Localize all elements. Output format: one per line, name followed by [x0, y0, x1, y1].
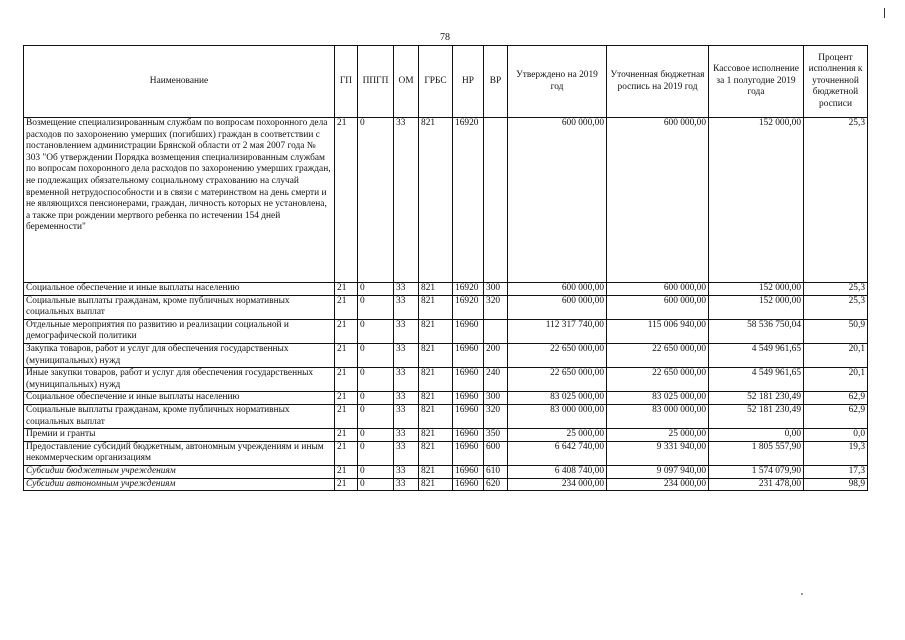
cell-np: 16960: [453, 441, 484, 465]
cell-grbs: 821: [419, 404, 453, 428]
cell-name: Премии и гранты: [24, 429, 335, 442]
cell-vr: 350: [484, 429, 508, 442]
scan-edge-mark: [884, 8, 885, 18]
cell-approved: 83 025 000,00: [508, 392, 607, 405]
cell-name: Субсидии бюджетным учреждениям: [24, 465, 335, 478]
cell-vr: 610: [484, 465, 508, 478]
cell-grbs: 821: [419, 392, 453, 405]
header-percent: Процент исполнения к уточненной бюджетной росписи: [804, 46, 868, 118]
table-row: [24, 319, 868, 343]
cell-percent: 20,1: [804, 368, 868, 392]
cell-cash: 52 181 230,49: [709, 392, 804, 405]
cell-vr: 300: [484, 392, 508, 405]
cell-gp: 21: [335, 343, 358, 367]
cell-cash: 1 805 557,90: [709, 441, 804, 465]
cell-percent: 25,3: [804, 295, 868, 319]
table-row: [24, 441, 868, 465]
table-row: [24, 283, 868, 296]
cell-ppgp: 0: [358, 404, 394, 428]
table-row: [24, 295, 868, 319]
header-ppgp: ППГП: [358, 46, 394, 118]
cell-np: 16920: [453, 118, 484, 283]
cell-gp: 21: [335, 368, 358, 392]
cell-gp: 21: [335, 319, 358, 343]
cell-approved: 25 000,00: [508, 429, 607, 442]
cell-om: 33: [394, 368, 419, 392]
cell-grbs: 821: [419, 429, 453, 442]
cell-np: 16920: [453, 283, 484, 296]
cell-np: 16960: [453, 465, 484, 478]
cell-cash: 4 549 961,65: [709, 368, 804, 392]
cell-grbs: 821: [419, 465, 453, 478]
cell-np: 16960: [453, 478, 484, 491]
header-refined: Уточненная бюджетная роспись на 2019 год: [607, 46, 709, 118]
cell-approved: 22 650 000,00: [508, 368, 607, 392]
cell-om: 33: [394, 343, 419, 367]
table-row: [24, 118, 868, 283]
cell-approved: 234 000,00: [508, 478, 607, 491]
cell-cash: 4 549 961,65: [709, 343, 804, 367]
cell-refined: 600 000,00: [607, 283, 709, 296]
cell-approved: 6 408 740,00: [508, 465, 607, 478]
header-vr: ВР: [484, 46, 508, 118]
cell-om: 33: [394, 118, 419, 283]
cell-grbs: 821: [419, 295, 453, 319]
cell-cash: 231 478,00: [709, 478, 804, 491]
cell-name: Отдельные мероприятия по развитию и реализации социальной и демографической политики: [24, 319, 335, 343]
table-row: [24, 368, 868, 392]
cell-percent: 62,9: [804, 392, 868, 405]
cell-cash: 58 536 750,04: [709, 319, 804, 343]
cell-ppgp: 0: [358, 118, 394, 283]
cell-ppgp: 0: [358, 319, 394, 343]
cell-vr: [484, 118, 508, 283]
cell-percent: 19,3: [804, 441, 868, 465]
cell-approved: 112 317 740,00: [508, 319, 607, 343]
cell-cash: 152 000,00: [709, 295, 804, 319]
cell-name: Возмещение специализированным службам по вопросам похоронного дела расходов по захоронению умерших (погибших) граждан в соответствии с постановлением администрации Брянской области от 2 мая 2007 года № 303 "Об утверждении Порядка возмещения специализированным службам по вопросам похоронного дела расходов по захоронению умерших граждан, не подлежащих обязательному социальному страхованию на случай временной нетрудоспособности и в связи с материнством на день смерти и не являющихся пенсионерами, граждан, личность которых не установлена, а также при рождении мертвого ребенка по истечении 154 дней беременности": [24, 118, 335, 283]
cell-name: Социальные выплаты гражданам, кроме публичных нормативных социальных выплат: [24, 295, 335, 319]
cell-name: Предоставление субсидий бюджетным, автономным учреждениям и иным некоммерческим организациям: [24, 441, 335, 465]
cell-ppgp: 0: [358, 441, 394, 465]
table-row: [24, 392, 868, 405]
page-number: 78: [440, 32, 450, 43]
cell-approved: 600 000,00: [508, 118, 607, 283]
cell-np: 16960: [453, 392, 484, 405]
cell-refined: 600 000,00: [607, 118, 709, 283]
cell-gp: 21: [335, 283, 358, 296]
table-row: [24, 478, 868, 491]
cell-om: 33: [394, 478, 419, 491]
cell-np: 16960: [453, 404, 484, 428]
cell-refined: 22 650 000,00: [607, 368, 709, 392]
cell-grbs: 821: [419, 319, 453, 343]
cell-om: 33: [394, 441, 419, 465]
budget-table: [23, 45, 868, 491]
scan-dot: [801, 593, 803, 595]
cell-gp: 21: [335, 392, 358, 405]
cell-gp: 21: [335, 404, 358, 428]
cell-ppgp: 0: [358, 429, 394, 442]
cell-vr: 620: [484, 478, 508, 491]
cell-vr: 300: [484, 283, 508, 296]
cell-gp: 21: [335, 118, 358, 283]
cell-grbs: 821: [419, 441, 453, 465]
cell-percent: 25,3: [804, 118, 868, 283]
cell-grbs: 821: [419, 343, 453, 367]
header-approved: Утверждено на 2019 год: [508, 46, 607, 118]
cell-percent: 17,3: [804, 465, 868, 478]
cell-gp: 21: [335, 465, 358, 478]
cell-vr: 320: [484, 404, 508, 428]
cell-om: 33: [394, 465, 419, 478]
cell-grbs: 821: [419, 478, 453, 491]
header-cash: Кассовое исполнение за 1 полугодие 2019 года: [709, 46, 804, 118]
cell-vr: 200: [484, 343, 508, 367]
cell-approved: 6 642 740,00: [508, 441, 607, 465]
header-gp: ГП: [335, 46, 358, 118]
cell-refined: 9 331 940,00: [607, 441, 709, 465]
cell-gp: 21: [335, 429, 358, 442]
cell-percent: 20,1: [804, 343, 868, 367]
cell-approved: 83 000 000,00: [508, 404, 607, 428]
cell-refined: 83 025 000,00: [607, 392, 709, 405]
cell-om: 33: [394, 429, 419, 442]
cell-refined: 9 097 940,00: [607, 465, 709, 478]
cell-name: Субсидии автономным учреждениям: [24, 478, 335, 491]
cell-gp: 21: [335, 441, 358, 465]
cell-cash: 152 000,00: [709, 283, 804, 296]
table-row: [24, 343, 868, 367]
cell-cash: 1 574 079,90: [709, 465, 804, 478]
cell-om: 33: [394, 392, 419, 405]
cell-refined: 115 006 940,00: [607, 319, 709, 343]
header-row: [24, 46, 868, 118]
cell-cash: 152 000,00: [709, 118, 804, 283]
cell-vr: 240: [484, 368, 508, 392]
cell-cash: 0,00: [709, 429, 804, 442]
cell-om: 33: [394, 404, 419, 428]
cell-percent: 0,0: [804, 429, 868, 442]
cell-np: 16960: [453, 368, 484, 392]
cell-ppgp: 0: [358, 368, 394, 392]
cell-refined: 25 000,00: [607, 429, 709, 442]
cell-np: 16920: [453, 295, 484, 319]
cell-refined: 234 000,00: [607, 478, 709, 491]
cell-percent: 50,9: [804, 319, 868, 343]
cell-name: Социальное обеспечение и иные выплаты населению: [24, 392, 335, 405]
cell-np: 16960: [453, 429, 484, 442]
cell-cash: 52 181 230,49: [709, 404, 804, 428]
cell-ppgp: 0: [358, 392, 394, 405]
cell-percent: 62,9: [804, 404, 868, 428]
cell-np: 16960: [453, 343, 484, 367]
cell-vr: 320: [484, 295, 508, 319]
table-row: [24, 465, 868, 478]
cell-ppgp: 0: [358, 465, 394, 478]
cell-name: Закупка товаров, работ и услуг для обеспечения государственных (муниципальных) нужд: [24, 343, 335, 367]
cell-vr: [484, 319, 508, 343]
header-name: Наименование: [24, 46, 335, 118]
cell-gp: 21: [335, 478, 358, 491]
header-np: НР: [453, 46, 484, 118]
cell-vr: 600: [484, 441, 508, 465]
cell-np: 16960: [453, 319, 484, 343]
cell-percent: 25,3: [804, 283, 868, 296]
cell-ppgp: 0: [358, 478, 394, 491]
header-om: ОМ: [394, 46, 419, 118]
cell-name: Социальное обеспечение и иные выплаты населению: [24, 283, 335, 296]
cell-approved: 22 650 000,00: [508, 343, 607, 367]
table-row: [24, 429, 868, 442]
cell-refined: 83 000 000,00: [607, 404, 709, 428]
cell-refined: 22 650 000,00: [607, 343, 709, 367]
cell-name: Социальные выплаты гражданам, кроме публичных нормативных социальных выплат: [24, 404, 335, 428]
cell-gp: 21: [335, 295, 358, 319]
cell-ppgp: 0: [358, 295, 394, 319]
cell-om: 33: [394, 283, 419, 296]
cell-name: Иные закупки товаров, работ и услуг для обеспечения государственных (муниципальных) нужд: [24, 368, 335, 392]
cell-approved: 600 000,00: [508, 295, 607, 319]
cell-om: 33: [394, 319, 419, 343]
cell-grbs: 821: [419, 283, 453, 296]
cell-refined: 600 000,00: [607, 295, 709, 319]
cell-ppgp: 0: [358, 343, 394, 367]
cell-grbs: 821: [419, 118, 453, 283]
cell-grbs: 821: [419, 368, 453, 392]
cell-percent: 98,9: [804, 478, 868, 491]
table-row: [24, 404, 868, 428]
header-grbs: ГРБС: [419, 46, 453, 118]
cell-om: 33: [394, 295, 419, 319]
cell-ppgp: 0: [358, 283, 394, 296]
cell-approved: 600 000,00: [508, 283, 607, 296]
